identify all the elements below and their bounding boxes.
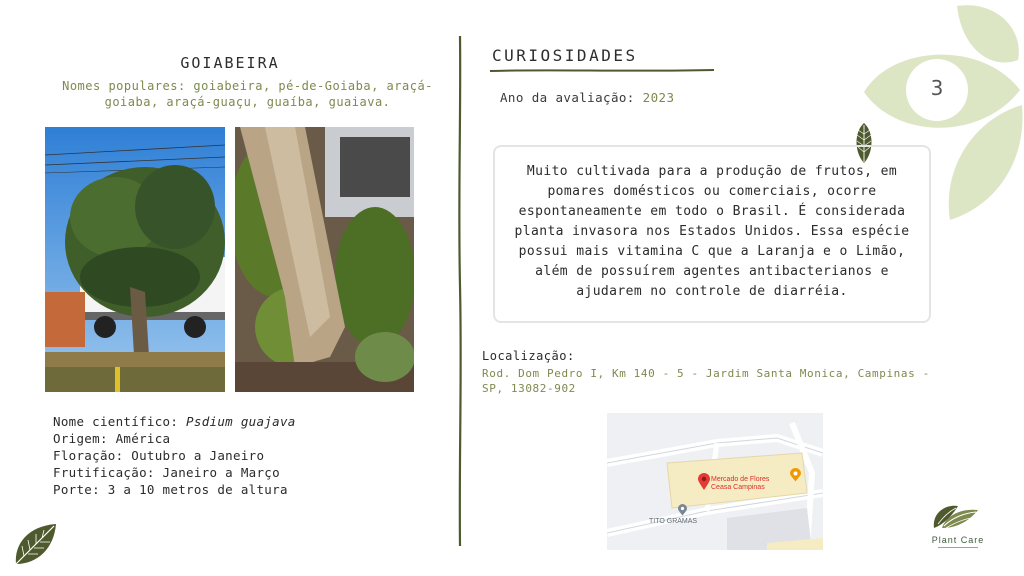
curiosity-text: Muito cultivada para a produção de frutos, em pomares domésticos ou comerciais, ocorre espontaneamente em todo o Brasil. É considerada planta invasora nos Estados Unidos. Essa espécie possui mais vitamina C que a Laranja e o Limão, além de possuírem agentes antibacterianos e ajudarem no controle de diarréia. xyxy=(514,164,910,299)
scientific-name-value: Psdium guajava xyxy=(186,414,296,429)
location-address: Rod. Dom Pedro I, Km 140 - 5 - Jardim Santa Monica, Campinas - SP, 13082-902 xyxy=(482,367,930,395)
trunk-photo xyxy=(235,127,414,392)
title-underline xyxy=(488,66,718,74)
evaluation-year-value: 2023 xyxy=(642,90,675,105)
evaluation-year: Ano da avaliação: 2023 xyxy=(500,90,675,105)
map-place-label[interactable]: Mercado de Flores Ceasa Campinas xyxy=(711,476,770,491)
poi-pin-icon[interactable] xyxy=(678,504,687,516)
page-number: 3 xyxy=(930,76,944,100)
vertical-divider xyxy=(456,36,464,546)
curiosity-card xyxy=(493,145,931,323)
plant-care-logo-icon xyxy=(930,502,982,532)
flowering: Floração: Outubro a Janeiro xyxy=(53,448,265,463)
location-label: Localização: xyxy=(482,349,575,363)
brand-tagline-graphic xyxy=(918,545,998,550)
plant-facts xyxy=(53,413,296,498)
brand-name: Plant Care xyxy=(931,535,985,545)
tree-photo xyxy=(45,127,225,392)
origin: Origem: América xyxy=(53,431,171,446)
fruiting: Frutificação: Janeiro a Março xyxy=(53,465,280,480)
plant-title: GOIABEIRA xyxy=(180,54,280,72)
poi-label: TITO GRAMAS xyxy=(649,518,698,525)
popular-names: Nomes populares: goiabeira, pé-de-Goiaba, araçá-goiaba, araçá-guaçu, guaíba, guaiava. xyxy=(62,79,433,109)
scientific-name: Nome científico: Psdium guajava xyxy=(53,414,296,429)
location-map[interactable] xyxy=(607,413,823,550)
map-pin-icon[interactable] xyxy=(698,473,710,491)
size: Porte: 3 a 10 metros de altura xyxy=(53,482,288,497)
section-title: CURIOSIDADES xyxy=(492,46,638,65)
leaf-icon xyxy=(10,520,60,570)
restaurant-pin-icon[interactable] xyxy=(790,468,801,482)
